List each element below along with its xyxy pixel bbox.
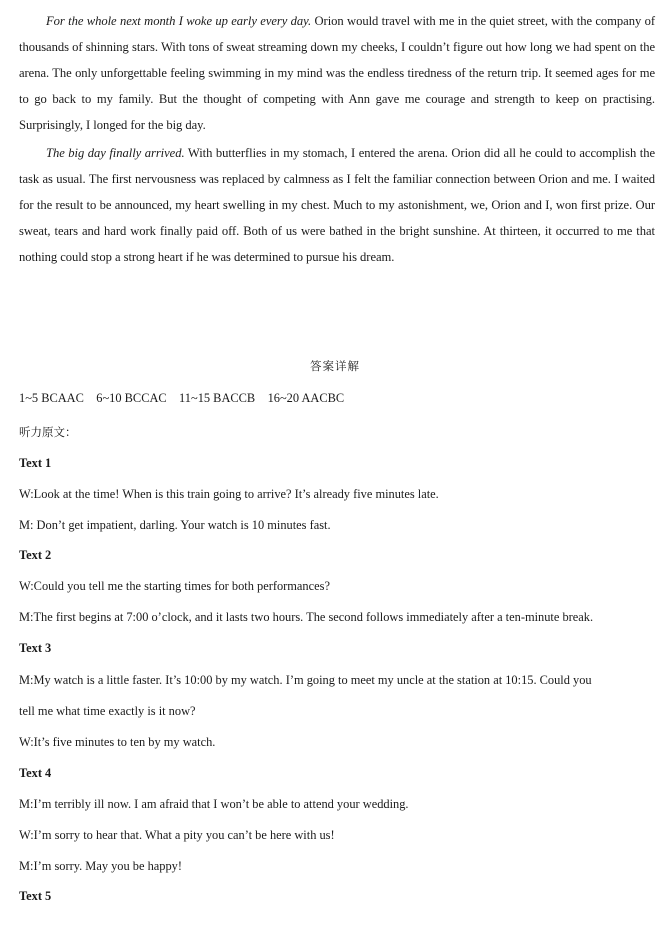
answer-key-line: 1~5 BCAAC 6~10 BCCAC 11~15 BACCB 16~20 AACBC — [19, 391, 345, 405]
paragraph-body: Orion would travel with me in the quiet street, with the company of thousands of shinning stars. With tons of sweat streaming down my cheeks, I couldn’t figure out how long we had spent on the arena. The only unforgettable feeling swimming in my mind was the endless tiredness of the return trip. It seemed ages for me to go back to my family. But the thought of competing with Ann gave me courage and strength to keep on practising. Surprisingly, I longed for the big day. — [19, 14, 655, 132]
text-label: Text 2 — [19, 548, 52, 562]
text-label: Text 3 — [19, 641, 52, 655]
text-label: Text 4 — [19, 766, 52, 780]
text-label: Text 1 — [19, 456, 52, 470]
dialogue-line: M:I’m terribly ill now. I am afraid that I won’t be able to attend your wedding. — [19, 797, 409, 811]
story-paragraph-1 — [19, 8, 655, 138]
dialogue-line: M: Don’t get impatient, darling. Your watch is 10 minutes fast. — [19, 518, 331, 532]
paragraph-body: With butterflies in my stomach, I entered the arena. Orion did all he could to accomplish the task as usual. The first nervousness was replaced by calmness as I felt the familiar connection between Orion and me. I waited for the result to be announced, my heart swelling in my chest. Much to my astonishment, we, Orion and I, won first prize. Our sweat, tears and hard work finally paid off. Both of us were bathed in the bright sunshine. At thirteen, it occurred to me that nothing could stop a strong heart if he was determined to pursue his dream. — [19, 146, 656, 264]
text-label: Text 5 — [19, 889, 52, 903]
dialogue-line: W:Could you tell me the starting times for both performances? — [19, 579, 330, 593]
dialogue-line: M:My watch is a little faster. It’s 10:00 by my watch. I’m going to meet my uncle at the station at 10:15. Could you — [19, 673, 592, 687]
dialogue-line: W:Look at the time! When is this train going to arrive? It’s already five minutes late. — [19, 487, 439, 501]
dialogue-line: M:I’m sorry. May you be happy! — [19, 859, 182, 873]
dialogue-line: M:The first begins at 7:00 o’clock, and it lasts two hours. The second follows immediately after a ten-minute break. — [19, 610, 594, 624]
listening-heading: 听力原文： — [19, 425, 77, 439]
story-paragraph-2 — [19, 140, 655, 270]
dialogue-line: W:I’m sorry to hear that. What a pity you can’t be here with us! — [19, 828, 335, 842]
paragraph-lead-sentence: The big day finally arrived. — [46, 146, 185, 160]
answer-key-heading: 答案详解 — [310, 359, 360, 373]
paragraph-lead-sentence: For the whole next month I woke up early every day. — [46, 14, 312, 28]
dialogue-line: W:It’s five minutes to ten by my watch. — [19, 735, 216, 749]
dialogue-line: tell me what time exactly is it now? — [19, 704, 196, 718]
